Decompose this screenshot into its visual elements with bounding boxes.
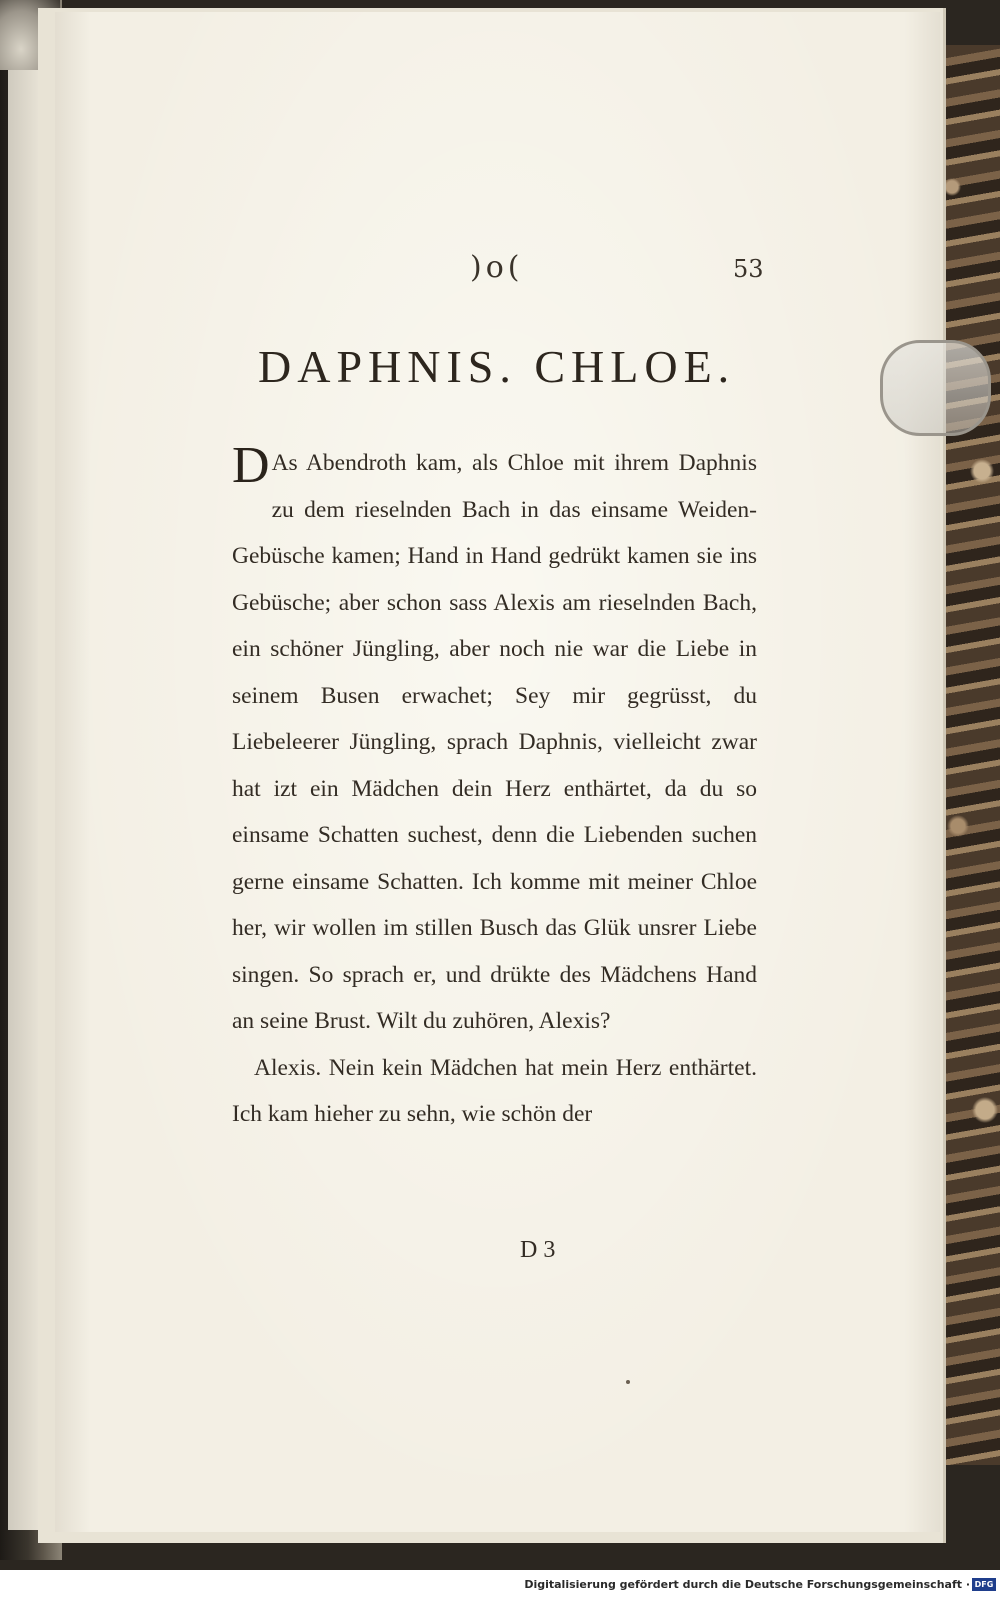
ink-dot [626,1380,630,1384]
paragraph-2: Alexis. Nein kein Mädchen hat mein Herz enthärtet. Ich kam hieher zu sehn, wie schön der [232,1054,757,1127]
drop-cap: D [232,437,270,494]
marbled-cover-edge [940,45,1000,1465]
paragraph-1 [232,437,757,1045]
paragraph-1-text: As Abendroth kam, als Chloe mit ihrem Daphnis zu dem rieselnden Bach in das einsame Weiden-Gebüsche kamen; Hand in Hand gedrükt kamen sie ins Gebüsche; aber schon sass Alexis am rieselnden Bach, ein schöner Jüngling, aber noch nie war die Liebe in seinem Busen erwachet; Sey mir gegrüsst, du Liebeleerer Jüngling, sprach Daphnis, vielleicht zwar hat izt ein Mädchen dein Herz enthärtet, da du so einsame Schatten suchest, denn die Liebenden suchen gerne einsame Schatten. Ich komme mit meiner Chloe her, wir wollen im stillen Busch das Glük unsrer Liebe singen. So sprach er, und drükte des Mädchens Hand an seine Brust. Wilt du zuhören, Alexis? [232,450,757,1034]
header-ornament: )o( [470,250,524,285]
digitization-credit: Digitalisierung gefördert durch die Deutsche Forschungsgemeinschaft · [524,1578,970,1591]
page-clip-icon [880,340,991,436]
chapter-title: DAPHNIS. CHLOE. [258,341,736,392]
dfg-logo-icon: DFG [972,1578,996,1591]
signature-mark: D 3 [520,1237,556,1263]
body-text [232,437,757,1138]
page-number: 53 [733,255,764,283]
